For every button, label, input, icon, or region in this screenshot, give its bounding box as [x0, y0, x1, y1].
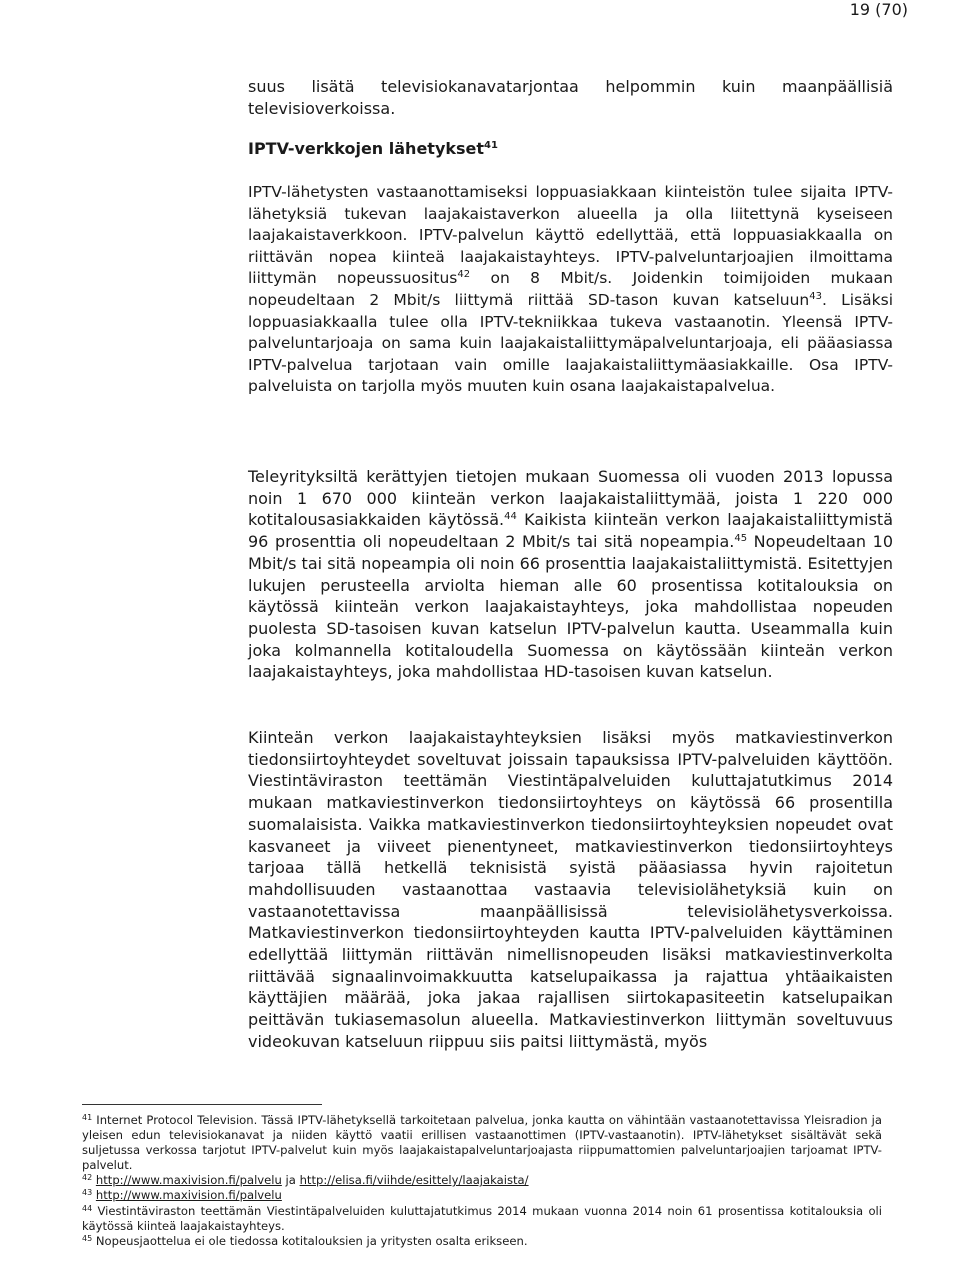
footnote-number: 45 [82, 1233, 93, 1243]
text-span: Teleyrityksiltä kerättyjen tietojen mukaan Suomessa oli vuoden 2013 lopussa noin 1 670 000 kiinteän verkon laajakaistaliittymää, joista 1 220 000 kotitalousasiakkaiden käytössä. [248, 467, 893, 530]
paragraph-text: Kiinteän verkon laajakaistayhteyksien lisäksi myös matkaviestinverkon tiedonsiirtoyhteydet soveltuvat joissain tapauksissa IPTV-palveluiden käyttöön. Viestintäviraston teettämän Viestintäpalveluiden kuluttajatutkimus 2014 mukaan matkaviestinverkon tiedonsiirtoyhteys on käytössä 66 prosentilla suomalaisista. Vaikka matkaviestinverkon tiedonsiirtoyhteyksien nopeudet ovat kasvaneet ja viiveet pienentyneet, matkaviestinverkon tiedonsiirtoyhteys tarjoaa tällä hetkellä teknisistä syistä pääasiassa hyvin rajoitetun mahdollisuuden vastaanottaa vastaavia televisiolähetyksiä kuin on vastaanotettavissa maanpäällisissä televisiolähetysverkoissa. Matkaviestinverkon tiedonsiirtoyhteyden kautta IPTV-palveluiden käyttäminen edellyttää liittymän riittävän nimellisnopeuden lisäksi matkaviestinverkolta riittävää signaalinvoimakkuutta katselupaikassa ja rajattua yhtäaikaisten käyttäjien määrää, joka jakaa rajallisen siirtokapasiteetin katselupaikan peittävän tukiasemasolun alueella. Matkaviestinverkon liittymän soveltuvuus videokuvan katseluun riippuu siis paitsi liittymästä, myös [248, 728, 893, 1051]
footnote-45 [82, 1234, 882, 1249]
text-span: Kaikista kiinteän verkon laajakaistaliittymistä 96 prosenttia oli nopeudeltaan 2 Mbit/s tai sitä nopeampia. [248, 510, 893, 552]
text-span: Nopeudeltaan 10 Mbit/s tai sitä nopeampia oli noin 66 prosenttia laajakaistaliittymistä. Esitettyjen lukujen perusteella arviolta hieman alle 60 prosentissa kotitalouksia on käytössä kiinteän verkon laajakaistayhteys, joka mahdollistaa nopeuden puolesta SD-tasoisen kuvan katselun IPTV-palvelun kautta. Useammalla kuin joka kolmannella kotitaloudella Suomessa on käytössään kiinteän verkon laajakaistayhteys, joka mahdollistaa HD-tasoisen kuvan katselun. [248, 532, 893, 682]
footnote-42 [82, 1173, 882, 1188]
footnote-number: 41 [82, 1113, 93, 1122]
intro-paragraph [248, 76, 893, 119]
footnote-link[interactable]: http://www.maxivision.fi/palvelu [95, 1173, 282, 1188]
footnote-number: 42 [82, 1173, 93, 1183]
footnote-number: 43 [82, 1188, 93, 1198]
paragraph-text [248, 466, 893, 683]
paragraph-text [248, 182, 893, 398]
footnote-link[interactable]: http://www.maxivision.fi/palvelu [95, 1188, 282, 1203]
page-number: 19 (70) [849, 0, 908, 19]
text-span: . Lisäksi loppuasiakkaalla tulee olla IPTV-tekniikkaa tukeva vastaanotin. Yleensä IPTV-palveluntarjoaja on sama kuin laajakaistaliittymäpalveluntarjoaja, eli pääasiassa IPTV-palvelua tarjotaan vain omille laajakaistaliittymäasiakkaille. Osa IPTV-palveluista on tarjolla myös muuten kuin osana laajakaistapalvelua. [248, 290, 893, 396]
section-heading-text: IPTV-verkkojen lähetykset [248, 139, 485, 158]
footnote-text: ja [281, 1173, 300, 1188]
paragraph-iptv-requirements [248, 182, 893, 398]
footnotes [82, 1113, 882, 1249]
section-heading [248, 138, 893, 160]
footnote-ref-44[interactable]: 44 [504, 511, 517, 523]
intro-text: suus lisätä televisiokanavatarjontaa helpommin kuin maanpäällisiä televisioverkoissa. [248, 77, 893, 118]
footnote-text: Viestintäviraston teettämän Viestintäpalveluiden kuluttajatutkimus 2014 mukaan vuonna 2014 noin 61 prosentissa kotitalouksia oli käytössä kiinteä laajakaistayhteys. [82, 1203, 882, 1233]
footnote-41 [82, 1113, 882, 1173]
footnote-text: Internet Protocol Television. Tässä IPTV-lähetyksellä tarkoitetaan palvelua, jonka kautta on vähintään vastaanotettavissa Yleisradion ja yleisen edun televisiokanavat ja niiden käyttö vaatii erillisen vastaanottimen (IPTV-vastaanotin). IPTV-lähetykset sisältävät sekä suljetussa verkossa tarjotut IPTV-palvelut kuin myös laajakaistapalveluntarjoajasta riippumattomien palveluntarjoajien tarjoamat IPTV-palvelut. [82, 1113, 882, 1173]
paragraph-mobile-network [248, 727, 893, 1053]
paragraph-broadband-stats [248, 466, 893, 683]
footnote-ref-42[interactable]: 42 [457, 269, 471, 281]
footnote-link[interactable]: http://elisa.fi/viihde/esittely/laajakaista/ [299, 1173, 529, 1188]
footnote-number: 44 [82, 1203, 93, 1213]
text-span: on 8 Mbit/s. Joidenkin toimijoiden mukaan nopeudeltaan 2 Mbit/s liittymä riittää SD-tason kuvan katseluun [248, 269, 894, 309]
footnote-text: Nopeusjaottelua ei ole tiedossa kotitalouksien ja yritysten osalta erikseen. [92, 1233, 528, 1248]
footnote-ref-43[interactable]: 43 [809, 290, 822, 302]
footnote-43 [82, 1188, 882, 1203]
footnote-44 [82, 1204, 882, 1234]
footnote-ref-45[interactable]: 45 [734, 533, 748, 545]
text-span: IPTV-lähetysten vastaanottamiseksi loppuasiakkaan kiinteistön tulee sijaita IPTV-lähetyksiä tukevan laajakaistaverkon alueella ja olla liitettynä kyseiseen laajakaistaverkkoon. IPTV-palvelun käyttö edellyttää, että loppuasiakkaalla on riittävän nopea kiinteä laajakaistayhteys. IPTV-palveluntarjoajien ilmoittama liittymän nopeussuositus [248, 183, 893, 288]
footnote-ref-41[interactable]: 41 [484, 140, 498, 151]
footnote-divider [82, 1104, 322, 1105]
